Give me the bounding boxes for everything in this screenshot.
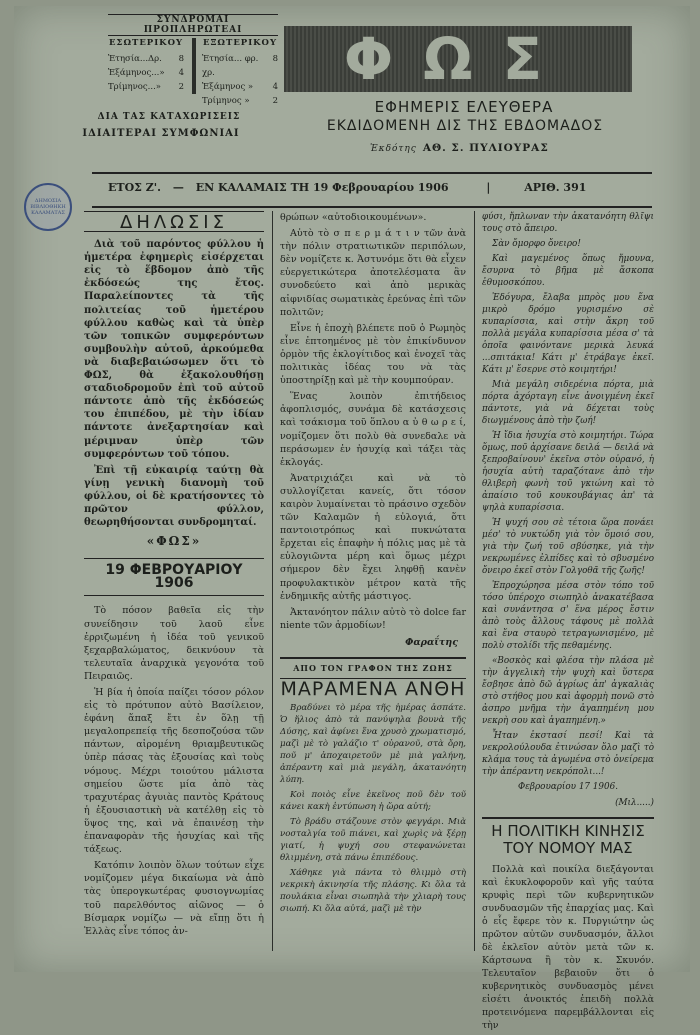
exterior-label: ΕΞΩΤΕΡΙΚΟΥ: [202, 38, 278, 48]
story-paragraph: Τὸ βράδυ στάζουνε στὸν φεγγάρι. Μιὰ νοσταλγία τοῦ πιάνει, καὶ χωρὶς νὰ ξέρῃ γιατί, ἡ ψυχή σου στεφανώνεται θλιμμένη, στὰ πάνω ἐπιπέδους.: [280, 817, 466, 864]
article-paragraph: Τὸ πόσον βαθεῖα εἰς τὴν συνείδησιν τοῦ λαοῦ εἶνε ἐρριζωμένη ἡ ἰδέα τοῦ γενικοῦ ξεχαρβαλώματος, δεικνύουν τὰ τελευταῖα ἀναρχικὰ γεγονότα τοῦ Πειραιῶς.: [84, 605, 264, 682]
interior-row: Ἐτησία...Δρ. 8: [108, 54, 184, 64]
story-paragraph: Κοὶ ποιὸς εἶνε ἐκεῖνος ποῦ δὲν τοῦ κάνει κακὴ ἐντύπωση ἡ ὥρα αὐτή;: [280, 790, 466, 813]
declaration-signature: «ΦΩΣ»: [146, 534, 202, 549]
article-paragraph: θρώπων «αὐτοδιοικουμένων».: [280, 212, 427, 223]
story-heading: ΜΑΡΑΜΕΝΑ ΑΝΘΗ: [280, 678, 466, 701]
newspaper-page: [14, 6, 690, 1031]
article-paragraph: Ἕνας λοιπὸν ἐπιτήδειος ἀφοπλισμός, συνάμα δὲ κατάσχεσις καὶ τσάκισμα τοῦ ὅπλου α ὐ θ ω ρ ε ί, νομίζομεν ὅτι πολὺ θὰ συνεδαλε νὰ περάσωμεν ἐν ἡσυχίᾳ καὶ τάξει τὰς ἐκλογάς.: [280, 391, 466, 468]
interior-label: ΕΣΩΤΕΡΙΚΟΥ: [108, 38, 184, 48]
year-label: ΕΤΟΣ Ζ'.: [108, 181, 161, 194]
article-date-heading: 19 ΦΕΒΡΟΥΑΡΙΟΥ 1906: [84, 558, 264, 596]
declaration-heading: ΔΗΛΩΣΙΣ: [84, 211, 264, 232]
subscriptions-divider: [192, 38, 196, 94]
issue-number: ΑΡΙΘ. 391: [524, 181, 587, 194]
story-paragraph: Ἦταν ἐκστασί πεσί! Καὶ τὰ νεκρολούλουδα ἐτινώσαν ὅλο μαζὶ τὸ κλάμα τους τὰ ἀγωμένα στὸ ὀνείρεμα τὴν ἀπέραντη νεκρόπολι...!: [482, 731, 654, 777]
publisher-name: ΑΘ. Σ. ΠΥΛΙΟΥΡΑΣ: [422, 142, 549, 154]
library-stamp: ΔΗΜΟΣΙΑ ΒΙΒΛΙΟΘΗΚΗ ΚΑΛΑΜΑΤΑΣ: [24, 183, 72, 231]
article-signature: Φαραΐτης: [405, 636, 458, 648]
place-date: ΕΝ ΚΑΛΑΜΑΙΣ ΤΗ 19 Φεβρουαρίου 1906: [195, 181, 449, 194]
article-paragraph: Κατόπιν λοιπὸν ὅλων τούτων εἶχε νομίζομεν μέγα δικαίωμα νὰ ἀπὸ τὰς ὑπερογκωτέρας φυσιογνωμίας τοῦ παρελθόντος αἰῶνος — ὁ Βίσμαρκ νομίζω — νὰ εἴπῃ ὅτι ἡ Ἑλλὰς εἶνε τόπος ἀν-: [84, 860, 264, 937]
exterior-row: Ἐτησία... φρ. χρ. 8: [202, 54, 278, 78]
column-1: [84, 211, 264, 941]
exterior-row: Ἑξάμηνος » 4: [202, 82, 278, 92]
ads-line-1: ΔΙΑ ΤΑΣ ΚΑΤΑΧΩΡΙΣΕΙΣ: [97, 112, 241, 122]
politics-heading: Η ΠΟΛΙΤΙΚΗ ΚΙΝΗΣΙΣ ΤΟΥ ΝΟΜΟΥ ΜΑΣ: [482, 817, 654, 857]
article-paragraph: Ἀκτανόητον πάλιν αὐτὸ τὸ dolce far niente τῶν ἁρμοδίων!: [280, 606, 466, 631]
dateline-dash: —: [172, 181, 184, 194]
column-2: [280, 211, 466, 918]
story-paragraph: Μιὰ μεγάλη σιδερένια πόρτα, μιὰ πόρτα ἀχόρταγη εἶνε ἀνοιγμένη ἐκεῖ πάντοτε, γιὰ νὰ δέχεται τοὺς διωγμένους ἀπὸ τὴν ζωή!: [482, 380, 654, 426]
subscriptions-title: ΣΥΝΔΡΟΜΑΙ ΠΡΟΠΛΗΡΩΤΕΑΙ: [108, 14, 278, 36]
publisher-label: Ἐκδότης: [370, 144, 417, 154]
interior-row: Τρίμηνος...» 2: [108, 82, 184, 92]
article-paragraph: Ἡ βία ἡ ὁποία παίζει τόσον ρόλον εἰς τὸ πρότυπον αὐτὸ Βασίλειον, ἐφάνη ἅπαξ ἔτι ἐν ὅλῃ τῇ μεγαλοπρεπείᾳ τῆς δεσποζούσα τῶν πάντων, αἰρομένη θριαμβευτικῶς ὑπὲρ πάσας τὰς ἐξουσίας καὶ τοὺς νόμους. Μέχρι τοιούτου μάλιστα σημείου ὥστε μία ἀπὸ τὰς τραχυτέρας ἀγυιὰς παντὸς Κράτους ἡ ἐξουσιαστικὴ νὰ κατέλθῃ εἰς τὸ ὕψος της, καὶ νὰ ἐπαινέσῃ τὴν ἐπαναφορὰν τῆς ἡσυχίας καὶ τῆς τάξεως.: [84, 687, 264, 856]
publisher-line: [370, 142, 630, 154]
article-paragraph: Ἀνατριχιάζει καὶ νὰ τὸ συλλογίζεται κανείς, ὅτι τόσον καιρὸν λυμαίνεται τὸ πράσινο σχεδὸν τῶν Καλαμῶν ἡ εὐλογιά, ὅτι παντοιοτρόπως καὶ πυκνώτατα ἔρχεται εἰς ἐπαφὴν ἡ πόλις μας μὲ τὰ εὐλογιῶντα μέρη καὶ ὅμως μέχρι σήμερον δὲν ἔχει ληφθῇ κανὲν προφυλακτικὸν μέτρον κατὰ τῆς ἐνδημικῆς αὐτῆς μάστιγος.: [280, 472, 466, 602]
story-paragraph: Ἡ ψυχή σου σὲ τέτοια ὥρα πονάει μέσ' τὸ νυκτώδη γιὰ τὸν ὅμοιό σου, γιὰ τὴν ζωή τοῦ σβύσηκε, γιὰ τὴν νεκρωμένες ἐλπίδες καὶ τὸ σβυσμένο ὄνειρο ἐκεῖ στὸν Γολγοθᾶ τῆς ζωῆς!: [482, 518, 654, 576]
column-3: [482, 211, 654, 1035]
story-paragraph: «Βοσκὸς καὶ φλέσα τὴν πλάσα μὲ τὴν ἀγγελικὴ τὴν ψυχὴ καὶ ὕστερα ἔσβησε ἀπὸ δῶ ἀγρίως ἀπ' ἀγκαλιὰς στὸ στήθος μου καὶ ἀφορμὴ πονῶ στὸ ἀσπρο μνῆμα τὴν ἀγαπημένη μου νεκρὴ σου καὶ ἀγαπημένη.»: [482, 656, 654, 726]
column-rule: [272, 211, 273, 951]
article-paragraph: Εἶνε ἡ ἐποχὴ βλέπετε ποῦ ὁ Ρωμηὸς εἶνε ἐπτοημένος μὲ τὸν ἐπικίνδυνον ὀρμὸν τῆς ἐκλογίτιδος καὶ ἐνοχεῖ τὰς πολιτικὰς ἰδέας του νὰ τὰς ὑποστηρίξῃ καὶ μὲ τὴν κουμπούραν.: [280, 322, 466, 387]
story-paragraph: Καὶ μαγεμένος ὅπως ἤμουνα, ἔσυρνα τὸ βῆμα μὲ ἄσκοπα ἐθυμοσκόπου.: [482, 254, 654, 288]
story-paragraph: Ἐδόγυρα, ἔλαβα μπρὸς μου ἕνα μικρὸ δρόμο γυρισμένο σὲ κυπαρίσσια, καὶ στὴν ἄκρη τοῦ πολλὰ μεγάλα κυπαρίσσια μέσα σ' τὰ ὁποῖα φαινόντανε μερικὰ λευκά ...σπιτάκια! Κάτι μ' ἐτράβαγε ἐκεῖ. Κάτι μ' ἔσερνε στὸ κοιμητήρι!: [482, 293, 654, 375]
story-date: Φεβρουαρίου 17 1906.: [517, 782, 618, 792]
exterior-subscriptions: [202, 36, 278, 108]
story-paragraph: Βραδύνει τὸ μέρα τῆς ἡμέρας ἀσπάτε. Ὁ ἥλιος ἀπὸ τὰ πανύψηλα βουνὰ τῆς Δύσης, καὶ ἀφίνει ἕνα χρυσὸ χρωματισμό, μαζὶ μὲ τὸ γαλάζιο τ' οὐρανοῦ, στὰ ὄρη, ποῦ μ' ἀποχαιρετοῦν μὲ μιὰ γαλήνη, ἀπέραντη καὶ μιὰ μεγάλη, ἀκατανόητη λύπη.: [280, 703, 466, 786]
article-paragraph: Αὐτὸ τὸ σ π ε ρ μ ά τ ι ν τῶν ἀνὰ τὴν πόλιν στρατιωτικῶν περιπόλων, δὲν νομίζετε κ. Ἀστυνόμε ὅτι θὰ εἶχεν εὐεργετικώτερα ἀποτελέσματα ἂν συνοδεύετο καὶ ἀπὸ μερικὰς αἰφνιδίας σωματικὰς ἐρεύνας ἐπὶ τῶν πολιτῶν;: [280, 228, 466, 318]
dateline-separator: |: [486, 181, 491, 194]
section-small-heading: ΑΠΟ ΤΟΝ ΓΡΑΦΟΝ ΤΗΣ ΖΩΗΣ: [280, 657, 466, 679]
masthead-subtitle-1: ΕΦΗΜΕΡΙΣ ΕΛΕΥΘΕΡΑ: [374, 98, 554, 116]
dateline: [108, 181, 594, 194]
declaration-paragraph: Διὰ τοῦ παρόντος φύλλου ἡ ἡμετέρα ἐφημερὶς εἰσέρχεται εἰς τὸ ἕβδομον ἀπὸ τῆς ἐκδόσεώς της ἔτος. Παραλείποντες τὰ τῆς πολιτείας τοῦ ἡμετέρου φύλλου καθὼς καὶ τὰ ὑπὲρ τῶν τοπικῶν συμφερόντων συμβουλὴν αὐτοῦ, ἀρκούμεθα νὰ διαβεβαιώσωμεν ὅτι τὸ ΦΩΣ, θὰ ἐξακολουθήσῃ σταδιοδρομοῦν ἐπὶ τοῦ αὐτοῦ πάντοτε ἀπὸ τῆς ἐκδόσεώς του ἐπιπέδου, μὲ τὴν ἰδίαν πάντοτε ἀνεξαρτησίαν καὶ μέριμναν ὑπὲρ τῶν συμφερόντων τοῦ τόπου.: [84, 239, 264, 460]
story-paragraph: φύσι, ἤπλωναν τὴν ἀκατανόητη θλῖψι τους στὸ ἄπειρο.: [482, 212, 654, 234]
masthead-subtitle-2: ΕΚΔΙΔΟΜΕΝΗ ΔΙΣ ΤΗΣ ΕΒΔΟΜΑΔΟΣ: [326, 118, 604, 134]
story-author: (Μιλ.....): [615, 798, 654, 808]
interior-row: Ἑξάμηνος...» 4: [108, 68, 184, 78]
story-paragraph: Ἐπροχώρησα μέσα στὸν τόπο τοῦ τόσο ὑπέροχο σιωπηλὸ ἀνακατέβασα καὶ συνάντησα σ' ἕνα μέρος ἔστιν ἀπὸ τοὺς ἄλλους τάφους μὲ πολλὰ καὶ ἕνα σταυρὸ τετραγωνισμένο, μὲ πολὺ στολίδι τῆς πεθαμένης.: [482, 581, 654, 651]
masthead-title: ΦΩΣ: [284, 26, 632, 92]
exterior-row: Τρίμηνος » 2: [202, 96, 278, 106]
declaration-paragraph: Ἐπὶ τῇ εὐκαιρίᾳ ταύτῃ θὰ γίνῃ γενικὴ διανομὴ τοῦ φύλλου, οἱ δὲ κρατήσοντες τὸ πρῶτον φύλλον, θεωρηθήσονται συνδρομηταί.: [84, 464, 264, 529]
story-paragraph: Χάθηκε γιὰ πάντα τὸ θλιμμὸ στὴ νεκρικὴ ἀκινησία τῆς πλάσης. Κι ὅλα τὰ πουλάκια εἶναι σιωπηλὰ τὴν χλιαρὴ τους σιωπή. Κι ὅλα αὐτά, μαζὶ μὲ τὴν: [280, 868, 466, 915]
column-rule: [474, 211, 475, 951]
interior-subscriptions: [108, 36, 184, 94]
ads-line-2: ΙΔΙΑΙΤΕΡΑΙ ΣΥΜΦΩΝΙΑΙ: [82, 128, 240, 139]
story-paragraph: Σὰν ὄμορφο ὄνειρο!: [492, 239, 581, 249]
story-paragraph: Ἡ ἴδια ἡσυχία στὸ κοιμητήρι. Τώρα ὅμως, ποῦ ἀρχίσανε δειλά — δειλά νὰ ξεπροβαίνουν' ἐκεῖνα στὸν οὐρανό, ἡ ἡσυχία αὐτὴ ταραζότανε ἀπὸ τὴν θλιβερὴ φωνὴ τοῦ γκιώνη καὶ τὸ ἀπαίσιο τοῦ κουκουβάγιας ἀπ' τὰ ψηλὰ κυπαρίσσια.: [482, 431, 654, 513]
article-paragraph: Πολλὰ καὶ ποικίλα διεξάγονται καὶ ἐκυκλοφοροῦν καὶ γῆς ταύτα κρυφὶς περὶ τῶν κυβερνητικῶν συνδυασμῶν τῆς ἐπαρχίας μας. Καὶ ὁ εἷς ἔφερε τὸν κ. Πυργιώτην ὡς πρῶτον αὐτῶν συνδυασμόν, ἄλλοι δὲ ἐκλεῖον αὐτὸν μετὰ τῶν κ. Κάρτσωνα ἢ τὸν κ. Σκυνόν. Τελευταῖον βεβαιοῦν ὅτι ὁ κυβερνητικὸς συνδυασμὸς μένει εἰσέτι ἀνοικτός ἐπειδὴ πολλὰ προτεινόμενα παρεμβάλλονται εἰς τὴν: [482, 864, 654, 1031]
subscriptions-box: [106, 10, 282, 128]
